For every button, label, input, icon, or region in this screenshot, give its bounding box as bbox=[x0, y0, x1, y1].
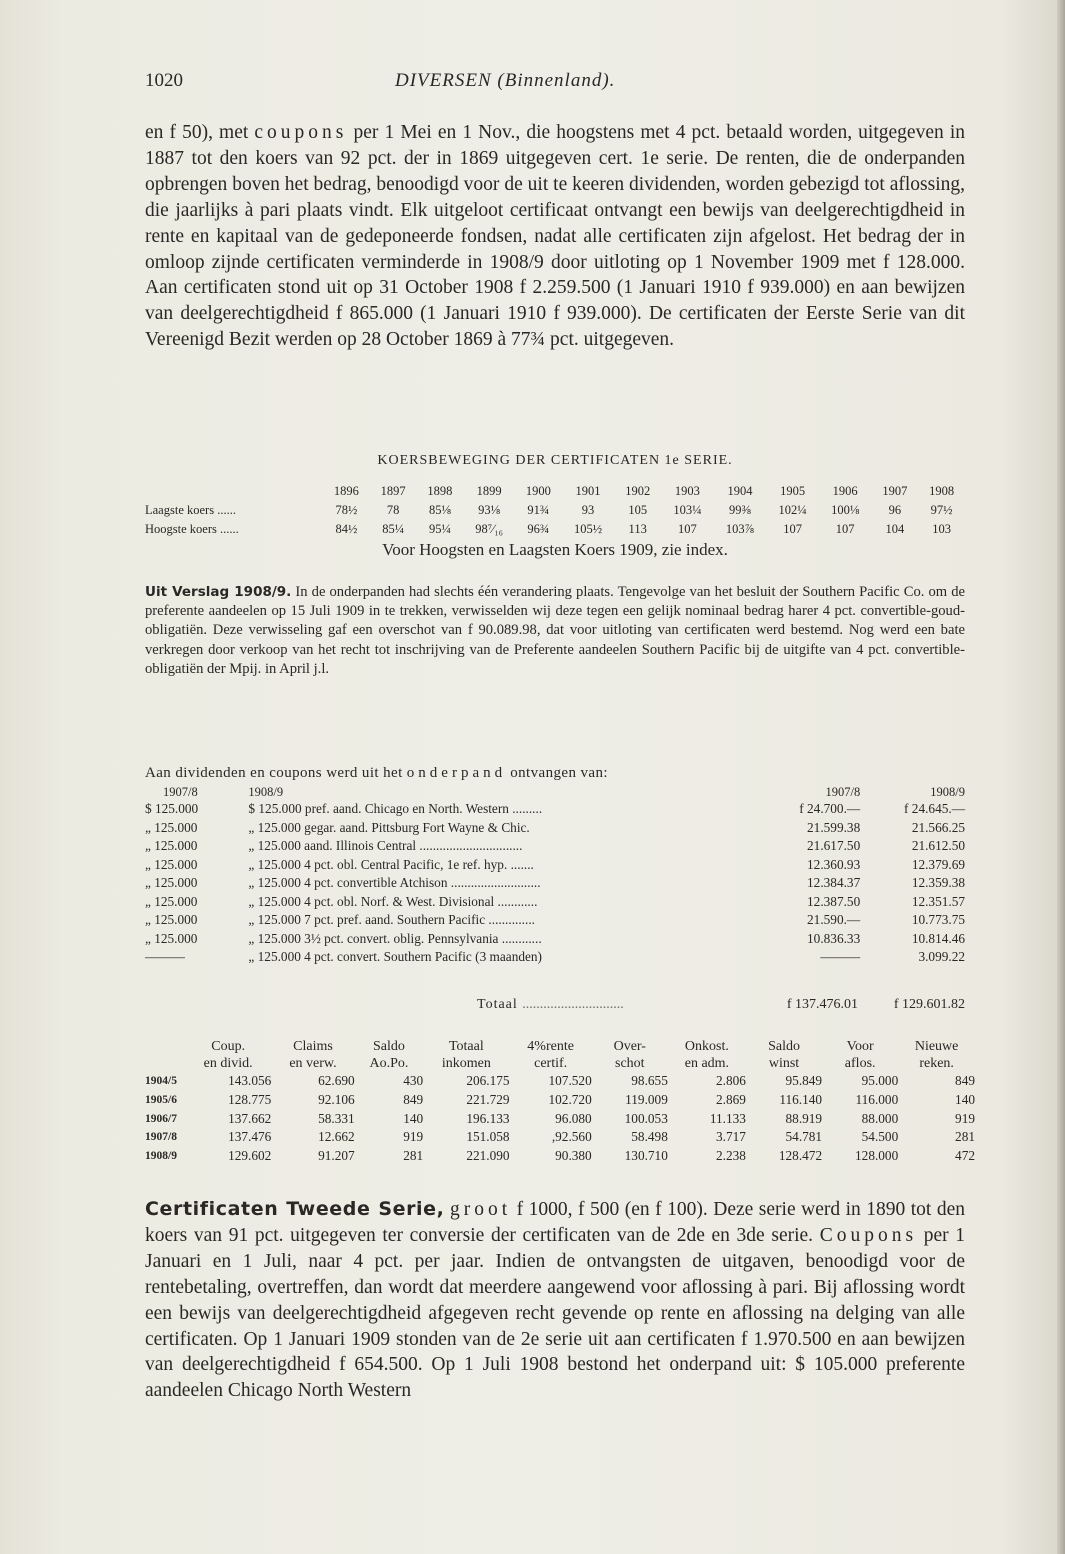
dividend-row bbox=[145, 874, 965, 893]
finance-cell: 90.380 bbox=[555, 1148, 592, 1164]
total-leader-dots: ............................. bbox=[522, 997, 624, 1012]
dividend-cell-c1: $ 125.000 bbox=[145, 801, 199, 817]
finance-cell: 54.781 bbox=[785, 1129, 823, 1145]
koers-value: 98⁷⁄₁₆ bbox=[475, 522, 503, 536]
koers-year: 1903 bbox=[674, 484, 700, 498]
koers-year: 1906 bbox=[832, 484, 858, 498]
dividends-total-row bbox=[145, 997, 965, 1017]
koers-row-dots: ...... bbox=[217, 503, 236, 517]
total-label-group bbox=[477, 997, 624, 1013]
tweede-serie-paragraph bbox=[145, 1197, 965, 1404]
finance-header-cell: Over- bbox=[613, 1038, 646, 1054]
koers-year: 1897 bbox=[380, 484, 406, 498]
koers-value: 96 bbox=[888, 503, 902, 517]
finance-cell: 96.080 bbox=[555, 1110, 592, 1126]
finance-cell: 143.056 bbox=[228, 1073, 272, 1089]
dividend-cell-c1: ——— bbox=[145, 949, 185, 965]
finance-cell: 116.140 bbox=[779, 1092, 823, 1108]
finance-header-cell: Saldo bbox=[768, 1038, 800, 1054]
onderpand-spaced-word: onderpand bbox=[406, 765, 507, 781]
finance-header-cell bbox=[145, 1038, 185, 1055]
koers-value: 100⅛ bbox=[831, 503, 860, 517]
finance-header-cell bbox=[145, 1055, 185, 1072]
finance-cell: 128.000 bbox=[855, 1148, 899, 1164]
head-1907-left: 1907/8 bbox=[163, 784, 198, 799]
dividend-row bbox=[145, 837, 965, 856]
finance-cell: 91.207 bbox=[318, 1148, 355, 1164]
finance-header-cell: 4%rente bbox=[527, 1038, 574, 1054]
finance-row bbox=[145, 1072, 975, 1091]
dividend-cell-c2: „ 125.000 aand. Illinois Central ............................... bbox=[248, 838, 523, 854]
dividend-cell-c2: „ 125.000 4 pct. convert. Southern Pacific (3 maanden) bbox=[248, 949, 542, 965]
dividend-cell-c2: „ 125.000 4 pct. obl. Central Pacific, 1e ref. hyp. ....... bbox=[248, 856, 534, 872]
tweede-text-2: per 1 Januari en 1 Juli, naar 4 pct. per jaar. Indien de ontvangsten de uitgaven, benoodigd voor de rentebetaling, overtreffen, dan wordt dat meerdere aangewend voor aflossing à pari. Bij aflossing wordt een bewijs van deelgerechtigdheid afgegeven recht gevende op rente en aflossing na delging van alle certificaten. Op 1 Januari 1909 stonden van de 2e serie uit aan certificaten f 1.970.500 en aan bewijzen van deelgerechtigdheid f 654.500. Op 1 Juli 1908 bestond het onderpand uit: $ 105.000 preferente aandeelen Chicago North Western bbox=[145, 1224, 965, 1402]
koers-value: 104 bbox=[885, 522, 905, 536]
finance-cell: 2.238 bbox=[716, 1148, 746, 1164]
finance-cell: 137.662 bbox=[228, 1110, 272, 1126]
dividends-header-row bbox=[145, 784, 965, 800]
finance-cell: 58.331 bbox=[318, 1110, 355, 1126]
finance-header-row bbox=[145, 1038, 975, 1055]
dividend-cell-c4: 3.099.22 bbox=[918, 949, 965, 965]
finance-header-cell: Saldo bbox=[372, 1038, 405, 1054]
dividend-cell-c4: 10.773.75 bbox=[911, 912, 965, 928]
koers-year: 1905 bbox=[780, 484, 806, 498]
koers-value: 102¼ bbox=[778, 503, 807, 517]
dividend-cell-c3: 21.590.— bbox=[807, 912, 861, 928]
dividend-cell-c4: f 24.645.— bbox=[904, 801, 965, 817]
finance-cell: 102.720 bbox=[548, 1092, 592, 1108]
tweede-text-1: f 1000, f 500 (en f 100). Deze serie werd in 1890 tot den koers van 91 pct. uitgegeven ter conversie der certificaten van de 2de en 3de serie. bbox=[145, 1199, 966, 1246]
dividend-cell-c3: 21.617.50 bbox=[807, 838, 861, 854]
coupons-spaced-word-2: Coupons bbox=[819, 1224, 918, 1246]
coupons-spaced-word: coupons bbox=[254, 122, 348, 143]
dividends-intro bbox=[145, 765, 965, 782]
finance-row bbox=[145, 1147, 975, 1166]
finance-cell: 119.009 bbox=[625, 1092, 668, 1108]
koers-value: 84½ bbox=[335, 522, 358, 536]
finance-cell: 62.690 bbox=[318, 1073, 355, 1089]
page-edge-shadow bbox=[1057, 0, 1065, 1554]
dividend-cell-c3: 12.387.50 bbox=[807, 893, 861, 909]
finance-cell: 12.662 bbox=[318, 1129, 355, 1145]
dividend-cell-c3: 12.360.93 bbox=[807, 856, 861, 872]
koers-year: 1908 bbox=[929, 484, 955, 498]
dividend-row bbox=[145, 930, 965, 949]
dividend-row bbox=[145, 911, 965, 930]
finance-cell: 88.919 bbox=[785, 1110, 823, 1126]
total-label: Totaal bbox=[477, 997, 518, 1012]
koers-value: 107 bbox=[835, 522, 855, 536]
finance-cell: 107.520 bbox=[548, 1073, 592, 1089]
head-1907-right: 1907/8 bbox=[825, 784, 861, 799]
groot-spaced-word: groot bbox=[449, 1199, 512, 1220]
koers-row-label: Laagste koers bbox=[145, 503, 215, 517]
finance-header-cell: schot bbox=[615, 1055, 645, 1071]
koers-year: 1904 bbox=[727, 484, 753, 498]
finance-header-cell: en verw. bbox=[289, 1055, 337, 1071]
finance-header-cell: Nieuwe bbox=[914, 1038, 959, 1054]
dividend-cell-c2: „ 125.000 4 pct. obl. Norf. & West. Divisional ............ bbox=[248, 893, 538, 909]
koers-value: 78½ bbox=[335, 503, 358, 517]
finance-header-cell: reken. bbox=[919, 1055, 954, 1071]
intro-text-1: en f 50), met bbox=[145, 122, 255, 143]
koers-value: 97½ bbox=[930, 503, 953, 517]
finance-header-cell: Onkost. bbox=[684, 1038, 729, 1054]
finance-cell: 140 bbox=[955, 1092, 975, 1108]
dividend-cell-c3: ——— bbox=[820, 949, 861, 965]
finance-cell: 128.775 bbox=[228, 1092, 272, 1108]
finance-header-row bbox=[145, 1055, 975, 1072]
dividend-cell-c1: „ 125.000 bbox=[145, 856, 198, 872]
koers-value: 105 bbox=[628, 503, 648, 517]
koers-value: 96¾ bbox=[527, 522, 550, 536]
koers-value: 107 bbox=[783, 522, 802, 536]
head-1908-left: 1908/9 bbox=[248, 784, 284, 799]
koers-year: 1902 bbox=[625, 484, 651, 498]
finance-header-cell: winst bbox=[768, 1055, 800, 1071]
dividend-cell-c2: „ 125.000 7 pct. pref. aand. Southern Pacific .............. bbox=[248, 912, 535, 928]
koers-value: 91¾ bbox=[527, 503, 550, 517]
finance-cell: 128.472 bbox=[778, 1148, 823, 1164]
finance-year: 1906/7 bbox=[145, 1112, 177, 1125]
dividend-cell-c4: 10.814.46 bbox=[911, 930, 965, 946]
finance-cell: 281 bbox=[403, 1148, 424, 1164]
dividends-intro-1: Aan dividenden en coupons werd uit het bbox=[145, 765, 407, 781]
total-1907-value: f 137.476.01 bbox=[786, 997, 858, 1012]
page-number: 1020 bbox=[145, 70, 183, 91]
koers-value: 103⅞ bbox=[725, 522, 755, 536]
koers-note: Voor Hoogsten en Laagsten Koers 1909, zie index. bbox=[382, 540, 728, 559]
koers-value: 95¼ bbox=[428, 522, 451, 536]
finance-year: 1907/8 bbox=[145, 1131, 177, 1144]
dividends-intro-2: ontvangen van: bbox=[506, 765, 608, 781]
koers-table-title: KOERSBEWEGING DER CERTIFICATEN 1e SERIE. bbox=[377, 453, 733, 468]
koers-row-label-cell bbox=[145, 520, 323, 539]
koers-value: 85⅛ bbox=[428, 503, 451, 517]
koers-value: 99⅜ bbox=[729, 503, 751, 517]
finance-header-cell: Ao.Po. bbox=[369, 1055, 409, 1071]
finance-cell: 58.498 bbox=[631, 1129, 668, 1145]
dividend-cell-c2: „ 125.000 3½ pct. convert. oblig. Pennsylvania ............ bbox=[248, 930, 542, 946]
koers-year-row bbox=[145, 482, 965, 501]
finance-cell: 919 bbox=[403, 1129, 424, 1145]
intro-text-2: per 1 Mei en 1 Nov., die hoogstens met 4 pct. betaald worden, uitgegeven in 1887 tot den koers van 92 pct. der in 1869 uitgegeven cert. 1e serie. De renten, die de onderpanden opbrengen boven het bedrag, benoodigd voor de uit te keeren dividenden, worden gebezigd tot aflossing, die jaarlijks à pari plaats vindt. Elk uitgeloot certificaat ontvangt een bewijs van deelgerechtigdheid in rente en kapitaal van de gedeponeerde fondsen, nadat alle certificaten zijn afgelost. Het bedrag der in omloop zijnde certificaten verminderde in 1908/9 door uitloting op 1 November 1909 met f 128.000. Aan certificaten stond uit op 31 October 1908 f 2.259.500 (1 Januari 1910 f 939.000) en aan bewijzen van deelgerechtigdheid f 865.000 (1 Januari 1910 f 939.000). De certificaten der Eerste Serie van dit Vereenigd Bezit werden op 28 October 1869 à 77¾ pct. uitgegeven. bbox=[145, 122, 965, 351]
dividend-cell-c4: 21.612.50 bbox=[911, 838, 965, 854]
koers-value: 107 bbox=[678, 522, 697, 536]
koers-year: 1896 bbox=[333, 484, 359, 498]
koers-year: 1900 bbox=[525, 484, 551, 498]
finance-header-cell: certif. bbox=[534, 1055, 568, 1071]
koers-value: 105½ bbox=[573, 522, 603, 536]
verslag-paragraph bbox=[145, 583, 965, 679]
koers-value: 78 bbox=[386, 503, 400, 517]
finance-year: 1904/5 bbox=[145, 1075, 177, 1088]
koers-row bbox=[145, 520, 965, 539]
finance-year: 1908/9 bbox=[145, 1150, 177, 1163]
finance-cell: 2.806 bbox=[716, 1073, 746, 1089]
finance-cell: 137.476 bbox=[228, 1129, 272, 1145]
intro-paragraph bbox=[145, 120, 965, 353]
finance-row bbox=[145, 1128, 975, 1147]
finance-cell: 849 bbox=[955, 1073, 975, 1089]
koers-value: 93⅛ bbox=[478, 503, 501, 517]
koers-row-label: Hoogste koers bbox=[145, 522, 217, 536]
finance-cell: 95.000 bbox=[861, 1073, 899, 1089]
finance-cell: 472 bbox=[955, 1148, 975, 1164]
dividend-cell-c3: f 24.700.— bbox=[799, 801, 861, 817]
finance-cell: 221.729 bbox=[466, 1092, 510, 1108]
finance-header-cell: Claims bbox=[293, 1038, 333, 1054]
dividend-cell-c1: „ 125.000 bbox=[145, 930, 198, 946]
finance-header-cell: Coup. bbox=[211, 1038, 246, 1054]
finance-cell: 129.602 bbox=[228, 1148, 272, 1164]
verslag-heading: Uit Verslag 1908/9. bbox=[145, 584, 292, 600]
dividend-cell-c4: 21.566.25 bbox=[911, 819, 965, 835]
dividend-row bbox=[145, 856, 965, 875]
finance-cell: ,92.560 bbox=[551, 1129, 592, 1145]
dividend-cell-c1: „ 125.000 bbox=[145, 912, 198, 928]
koers-year: 1899 bbox=[476, 484, 502, 498]
finance-cell: 206.175 bbox=[466, 1073, 510, 1089]
finance-cell: 221.090 bbox=[466, 1148, 510, 1164]
total-1908-value: f 129.601.82 bbox=[893, 997, 965, 1012]
dividend-cell-c3: 12.384.37 bbox=[807, 875, 861, 891]
dividend-cell-c2: „ 125.000 gegar. aand. Pittsburg Fort Wayne & Chic. bbox=[248, 819, 530, 835]
dividend-row bbox=[145, 819, 965, 838]
finance-cell: 849 bbox=[403, 1092, 424, 1108]
dividend-cell-c1: „ 125.000 bbox=[145, 838, 198, 854]
dividend-row bbox=[145, 948, 965, 967]
finance-cell: 140 bbox=[403, 1110, 424, 1126]
head-1908-right: 1908/9 bbox=[930, 784, 965, 799]
dividend-cell-c1: „ 125.000 bbox=[145, 819, 198, 835]
finance-header-cell: aflos. bbox=[844, 1055, 876, 1071]
koers-value: 85¼ bbox=[382, 522, 405, 536]
finance-header-cell: Totaal bbox=[448, 1038, 484, 1054]
dividend-cell-c4: 12.379.69 bbox=[911, 856, 965, 872]
koers-value: 103 bbox=[932, 522, 951, 536]
dividend-cell-c1: „ 125.000 bbox=[145, 893, 198, 909]
finance-row bbox=[145, 1109, 975, 1128]
finance-row bbox=[145, 1091, 975, 1110]
finance-cell: 98.655 bbox=[631, 1073, 668, 1089]
finance-table bbox=[145, 1038, 975, 1165]
koers-year: 1907 bbox=[882, 484, 908, 498]
finance-cell: 100.053 bbox=[624, 1110, 668, 1126]
koers-value: 93 bbox=[581, 503, 595, 517]
verslag-text: In de onderpanden had slechts één verandering plaats. Tengevolge van het besluit der Southern Pacific Co. om de preferente aandeelen op 15 Juli 1909 in te trekken, verwisselden wij deze tegen een gelijk nominaal bedrag harer 4 pct. convertible-goud-obligatiën. Deze verwisseling gaf een overschot van f 90.089.98, dat voor uitloting van certificaten werd bestemd. Nog werd een bate verkregen door verkoop van het recht tot inschrijving van de Preferente aandeelen Southern Pacific bij de uitgifte van 4 pct. convertible-obligatiën der Mpij. in April j.l. bbox=[145, 584, 965, 677]
running-title: DIVERSEN (Binnenland). bbox=[395, 70, 616, 91]
finance-year: 1905/6 bbox=[145, 1094, 177, 1107]
finance-cell: 151.058 bbox=[466, 1129, 510, 1145]
dividend-row bbox=[145, 893, 965, 912]
koers-table bbox=[145, 482, 965, 539]
finance-cell: 92.106 bbox=[318, 1092, 355, 1108]
dividend-cell-c4: 12.359.38 bbox=[911, 875, 965, 891]
dividend-cell-c3: 10.836.33 bbox=[807, 930, 861, 946]
koers-row-dots: ...... bbox=[220, 522, 239, 536]
koers-value: 113 bbox=[628, 522, 647, 536]
finance-cell: 281 bbox=[955, 1129, 975, 1145]
koers-corner-cell bbox=[145, 482, 323, 501]
dividend-row bbox=[145, 800, 965, 819]
dividends-table bbox=[145, 784, 965, 967]
finance-header-cell: en adm. bbox=[684, 1055, 730, 1071]
koers-year: 1901 bbox=[575, 484, 601, 498]
dividend-cell-c2: $ 125.000 pref. aand. Chicago en North. Western ......... bbox=[248, 801, 543, 817]
finance-cell: 88.000 bbox=[861, 1110, 899, 1126]
finance-header-cell: inkomen bbox=[441, 1055, 491, 1071]
finance-cell: 11.133 bbox=[709, 1110, 746, 1126]
finance-cell: 196.133 bbox=[466, 1110, 510, 1126]
finance-cell: 2.869 bbox=[716, 1092, 746, 1108]
tweede-serie-heading: Certificaten Tweede Serie, bbox=[145, 1198, 445, 1220]
koers-row-label-cell bbox=[145, 501, 323, 520]
koers-year: 1898 bbox=[427, 484, 453, 498]
finance-cell: 130.710 bbox=[624, 1148, 668, 1164]
dividend-cell-c3: 21.599.38 bbox=[807, 819, 861, 835]
koers-row bbox=[145, 501, 965, 520]
dividend-cell-c1: „ 125.000 bbox=[145, 875, 198, 891]
finance-cell: 919 bbox=[955, 1110, 975, 1126]
finance-header-cell: en divid. bbox=[203, 1055, 253, 1071]
dividend-cell-c4: 12.351.57 bbox=[911, 893, 965, 909]
finance-header-cell: Voor bbox=[846, 1038, 874, 1054]
finance-cell: 3.717 bbox=[716, 1129, 746, 1145]
finance-cell: 54.500 bbox=[861, 1129, 899, 1145]
finance-cell: 116.000 bbox=[855, 1092, 899, 1108]
page-header bbox=[145, 70, 965, 100]
dividend-cell-c2: „ 125.000 4 pct. convertible Atchison ........................... bbox=[248, 875, 541, 891]
finance-cell: 95.849 bbox=[785, 1073, 823, 1089]
finance-cell: 430 bbox=[403, 1073, 424, 1089]
koers-value: 103¼ bbox=[673, 503, 702, 517]
